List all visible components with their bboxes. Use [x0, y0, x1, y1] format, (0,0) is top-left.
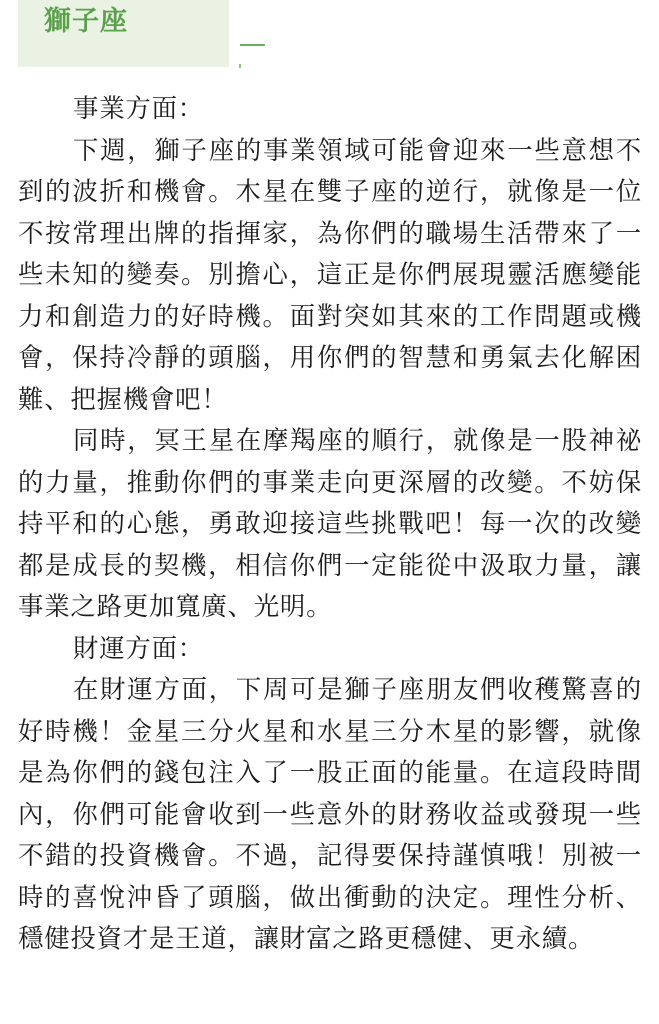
wealth-paragraph: 在財運方面，下周可是獅子座朋友們收穫驚喜的好時機！金星三分火星和水星三分木星的影響，就像是為你們的錢包注入了一股正面的能量。在這段時間內，你們可能會收到一些意外的財務收益或發現一些不錯的投資機會。不過，記得要保持謹慎哦！別被一時的喜悅沖昏了頭腦，做出衝動的決定。理性分析、穩健投資才是王道，讓財富之路更穩健、更永續。	[18, 674, 642, 953]
career-paragraph-1: 下週，獅子座的事業領域可能會迎來一些意想不到的波折和機會。木星在雙子座的逆行，就像是一位不按常理出牌的指揮家，為你們的職場生活帶來了一些未知的變奏。別擔心，這正是你們展現靈活應變能力和創造力的好時機。面對突如其來的工作問題或機會，保持冷靜的頭腦，用你們的智慧和勇氣去化解困難、把握機會吧！	[18, 134, 642, 414]
career-paragraph-2: 同時，冥王星在摩羯座的順行，就像是一股神祕的力量，推動你們的事業走向更深層的改變。不妨保持平和的心態，勇敢迎接這些挑戰吧！每一次的改變都是成長的契機，相信你們一定能從中汲取力量，讓事業之路更加寬廣、光明。	[18, 425, 642, 621]
horoscope-article	[18, 88, 642, 960]
header-divider-mark	[239, 64, 241, 68]
wealth-heading: 財運方面：	[73, 632, 204, 663]
zodiac-title: 獅子座	[44, 6, 128, 37]
header-underline	[240, 44, 265, 46]
career-heading: 事業方面：	[73, 93, 204, 123]
